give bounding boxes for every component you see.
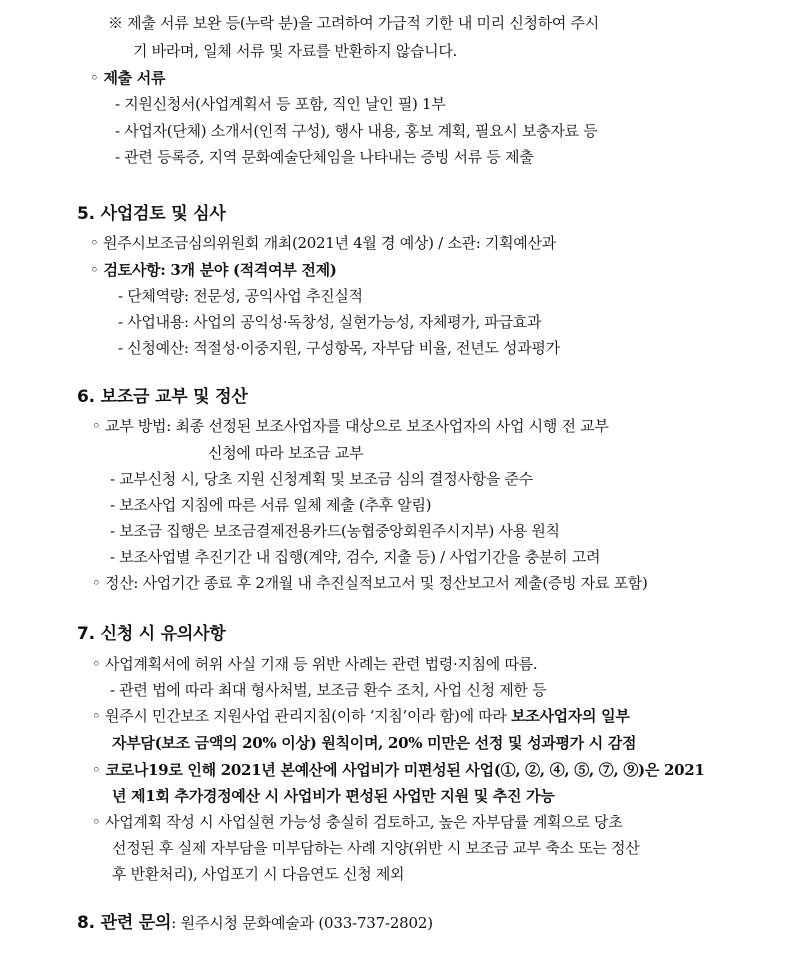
grant-item: - 보조사업 지침에 따른 서류 일체 제출 (추후 알림) [110, 496, 432, 514]
caution-self-funding-emphasis: 보조사업자의 일부 [511, 707, 630, 725]
caution-covid-line-1: ◦ 코로나19로 인해 2021년 본예산에 사업비가 미편성된 사업(①, ②, ④, ⑤, ⑦, ⑨)은 2021 [92, 761, 705, 779]
caution-penalty: - 관련 법에 따라 최대 형사처벌, 보조금 환수 조치, 사업 신청 제한 등 [110, 681, 547, 699]
submission-doc-item: - 관련 등록증, 지역 문화예술단체임을 나타내는 증빙 서류 등 제출 [115, 148, 534, 166]
caution-self-funding-text: ◦ 원주시 민간보조 지원사업 관리지침(이하 ‘지침’이라 함)에 따라 [92, 707, 512, 725]
section-8-heading [77, 913, 433, 933]
settlement-info: ◦ 정산: 사업기간 종료 후 2개월 내 추진실적보고서 및 정산보고서 제출(증빙 자료 포함) [92, 574, 648, 592]
submission-note-line-2: 기 바라며, 일체 서류 및 자료를 반환하지 않습니다. [133, 42, 458, 60]
caution-plan-line-1: ◦ 사업계획 작성 시 사업실현 가능성 충실히 검토하고, 높은 자부담률 계획으로 당초 [92, 813, 623, 831]
review-title: ◦ 검토사항: 3개 분야 (적격여부 전제) [90, 261, 337, 279]
review-item: - 사업내용: 사업의 공익성·독창성, 실현가능성, 자체평가, 파급효과 [118, 313, 542, 331]
section-7-heading: 7. 신청 시 유의사항 [77, 624, 226, 644]
inquiry-contact: : 원주시청 문화예술과 (033-737-2802) [171, 914, 433, 932]
grant-method-line-1: ◦ 교부 방법: 최종 선정된 보조사업자를 대상으로 보조사업자의 사업 시행 전 교부 [92, 417, 609, 435]
submission-note-line-1: ※ 제출 서류 보완 등(누락 분)을 고려하여 가급적 기한 내 미리 신청하여 주시 [108, 14, 599, 32]
section-5-heading: 5. 사업검토 및 심사 [77, 204, 226, 224]
review-item: - 신청예산: 적절성·이중지원, 구성항목, 자부담 비율, 전년도 성과평가 [118, 339, 560, 357]
caution-plan-line-3: 후 반환처리), 사업포기 시 다음연도 신청 제외 [112, 865, 405, 883]
grant-item: - 교부신청 시, 당초 지원 신청계획 및 보조금 심의 결정사항을 준수 [110, 470, 533, 488]
caution-self-funding-line-1 [92, 706, 630, 726]
inquiry-title: 8. 관련 문의 [77, 913, 172, 933]
caution-self-funding-line-2: 자부담(보조 금액의 20% 이상) 원칙이며, 20% 미만은 선정 및 성과평가 시 감점 [112, 734, 637, 752]
grant-item: - 보조사업별 추진기간 내 집행(계약, 검수, 지출 등) / 사업기간을 충분히 고려 [110, 548, 601, 566]
section-6-heading: 6. 보조금 교부 및 정산 [77, 387, 248, 407]
grant-method-line-2: 신청에 따라 보조금 교부 [208, 444, 364, 462]
submission-doc-item: - 지원신청서(사업계획서 등 포함, 직인 날인 필) 1부 [115, 95, 446, 113]
review-item: - 단체역량: 전문성, 공익사업 추진실적 [118, 287, 363, 305]
caution-plan-line-2: 선정된 후 실제 자부담을 미부담하는 사례 지양(위반 시 보조금 교부 축소 또는 정산 [112, 839, 640, 857]
submission-doc-item: - 사업자(단체) 소개서(인적 구성), 행사 내용, 홍보 계획, 필요시 보충자료 등 [115, 122, 598, 140]
submission-docs-title: ◦ 제출 서류 [90, 69, 166, 87]
caution-false-info: ◦ 사업계획서에 허위 사실 기재 등 위반 사례는 관련 법령·지침에 따름. [92, 655, 538, 673]
caution-covid-line-2: 년 제1회 추가경정예산 시 사업비가 편성된 사업만 지원 및 추진 가능 [112, 787, 555, 805]
grant-item: - 보조금 집행은 보조금결제전용카드(농협중앙회원주시지부) 사용 원칙 [110, 522, 560, 540]
committee-info: ◦ 원주시보조금심의위원회 개최(2021년 4월 경 예상) / 소관: 기획예산과 [90, 234, 556, 252]
